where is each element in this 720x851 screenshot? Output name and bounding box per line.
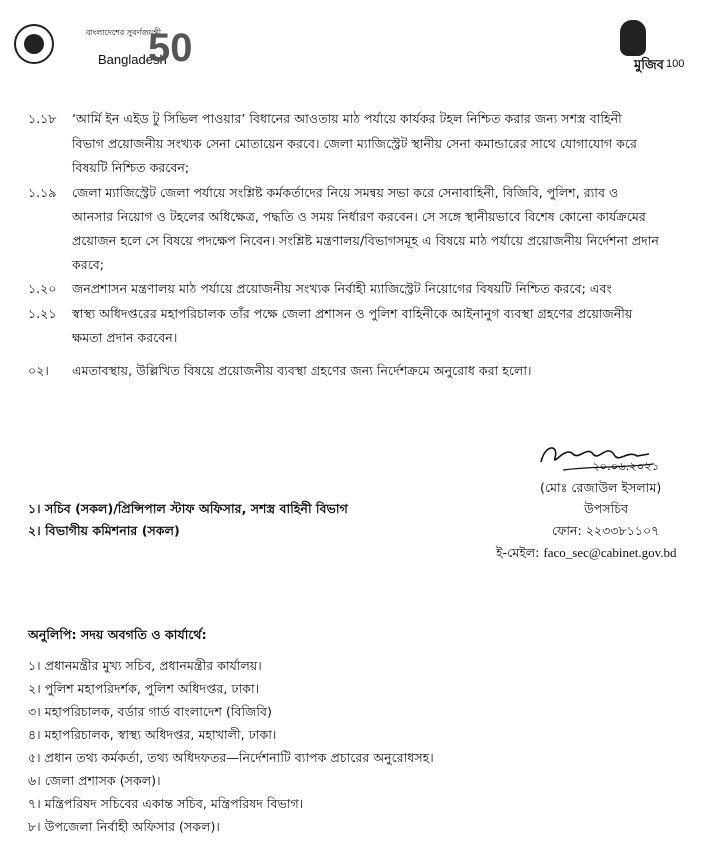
item-line: আনসার নিয়োগ ও টহলের অধিক্ষেত্র, পদ্ধতি ও সময় নির্ধারণ করবেন। সে সঙ্গে স্থানীয়ভাবে বিশেষ কোনো কার্যক্রমের — [72, 209, 646, 224]
paragraph-number: ০২। — [28, 363, 49, 378]
copy-item: ৫। প্রধান তথ্য কর্মকর্তা, তথ্য অধিদফতর—নির্দেশনাটি ব্যাপক প্রচারের অনুরোধসহ। — [28, 750, 434, 765]
copy-item: ৪। মহাপরিচালক, স্বাস্থ্য অধিদপ্তর, মহাখালী, ঢাকা। — [28, 727, 277, 742]
government-seal-logo — [14, 24, 54, 64]
item-line: বিভাগ প্রয়োজনীয় সংখ্যক সেনা মোতায়েন করবে। জেলা ম্যাজিস্ট্রেট স্থানীয় সেনা কমান্ডারের সাথে যোগাযোগ করে — [72, 136, 637, 151]
logo50-tagline: বাংলাদেশের সুবর্ণজয়ন্তী — [86, 28, 162, 37]
item-line: ক্ষমতা প্রদান করবেন। — [72, 330, 178, 345]
mujib-number: 100 — [666, 58, 685, 70]
logo50-number: 50 — [148, 26, 193, 70]
mujib-100-logo — [610, 18, 690, 78]
item-line: স্বাস্থ্য অধিদপ্তরের মহাপরিচালক তাঁর পক্ষে জেলা প্রশাসন ও পুলিশ বাহিনীকে আইনানুগ ব্যবস্থা গ্রহণের প্রয়োজনীয় — [72, 306, 633, 321]
copy-item: ২। পুলিশ মহাপরিদর্শক, পুলিশ অধিদপ্তর, ঢাকা। — [28, 681, 260, 696]
item-number: ১.১৯ — [28, 185, 57, 200]
recipient-item: ২। বিভাগীয় কমিশনার (সকল) — [28, 523, 180, 538]
email-address: faco_sec@cabinet.gov.bd — [543, 545, 677, 560]
copy-item: ১। প্রধানমন্ত্রীর মুখ্য সচিব, প্রধানমন্ত্রীর কার্যালয়। — [28, 658, 262, 673]
signatory-phone: ফোন: ২২৩৩৮১১০৭ — [552, 523, 660, 538]
email-label: ই-মেইল: — [496, 545, 540, 560]
item-line: প্রয়োজন হলে সে বিষয়ে পদক্ষেপ নিবেন। সংশ্লিষ্ট মন্ত্রণালয়/বিভাগসমূহ এ বিষয়ে মাঠ পর্যায়ে প্রয়োজনীয় নির্দেশনা প্রদান — [72, 233, 659, 248]
logo50-text: Bangladesh — [98, 52, 167, 67]
item-line: জনপ্রশাসন মন্ত্রণালয় মাঠ পর্যায়ে প্রয়োজনীয় সংখ্যক নির্বাহী ম্যাজিস্ট্রেট নিয়োগের বিষয়টি নিশ্চিত করবে; এবং — [72, 281, 612, 296]
item-line: করবে; — [72, 257, 105, 272]
signature-date: ২০.০৬.২০২১ — [592, 459, 660, 473]
copy-item: ৮। উপজেলা নির্বাহী অফিসার (সকল)। — [28, 819, 220, 834]
item-line: ‘আর্মি ইন এইড টু সিভিল পাওয়ার’ বিধানের আওতায় মাঠ পর্যায়ে কার্যকর টহল নিশ্চিত করার জন্য সশস্ত্র বাহিনী — [72, 111, 622, 126]
paragraph-text: এমতাবস্থায়, উল্লিখিত বিষয়ে প্রয়োজনীয় ব্যবস্থা গ্রহণের জন্য নির্দেশক্রমে অনুরোধ করা হলো। — [72, 363, 532, 378]
signatory-designation: উপসচিব — [584, 501, 629, 516]
item-number: ১.২১ — [28, 306, 57, 321]
recipient-item: ১। সচিব (সকল)/প্রিন্সিপাল স্টাফ অফিসার, সশস্ত্র বাহিনী বিভাগ — [28, 501, 348, 516]
copy-item: ৬। জেলা প্রশাসক (সকল)। — [28, 773, 161, 788]
copy-item: ৩। মহাপরিচালক, বর্ডার গার্ড বাংলাদেশ (বিজিবি) — [28, 704, 272, 719]
signatory-name: (মোঃ রেজাউল ইসলাম) — [540, 480, 662, 495]
copy-heading: অনুলিপি: সদয় অবগতি ও কার্যার্থে: — [28, 627, 207, 642]
item-number: ১.২০ — [28, 281, 57, 296]
signatory-email-row — [496, 542, 677, 564]
item-line: বিষয়টি নিশ্চিত করবেন; — [72, 160, 190, 175]
copy-item: ৭। মন্ত্রিপরিষদ সচিবের একান্ত সচিব, মন্ত্রিপরিষদ বিভাগ। — [28, 796, 304, 811]
mujib-text: মুজিব — [634, 58, 664, 73]
item-number: ১.১৮ — [28, 111, 57, 126]
item-line: জেলা ম্যাজিস্ট্রেট জেলা পর্যায়ে সংশ্লিষ্ট কর্মকর্তাদের নিয়ে সমন্বয় সভা করে সেনাবাহিনী, বিজিবি, পুলিশ, র‍্যাব ও — [72, 185, 619, 200]
bangladesh-50-logo — [84, 22, 194, 78]
